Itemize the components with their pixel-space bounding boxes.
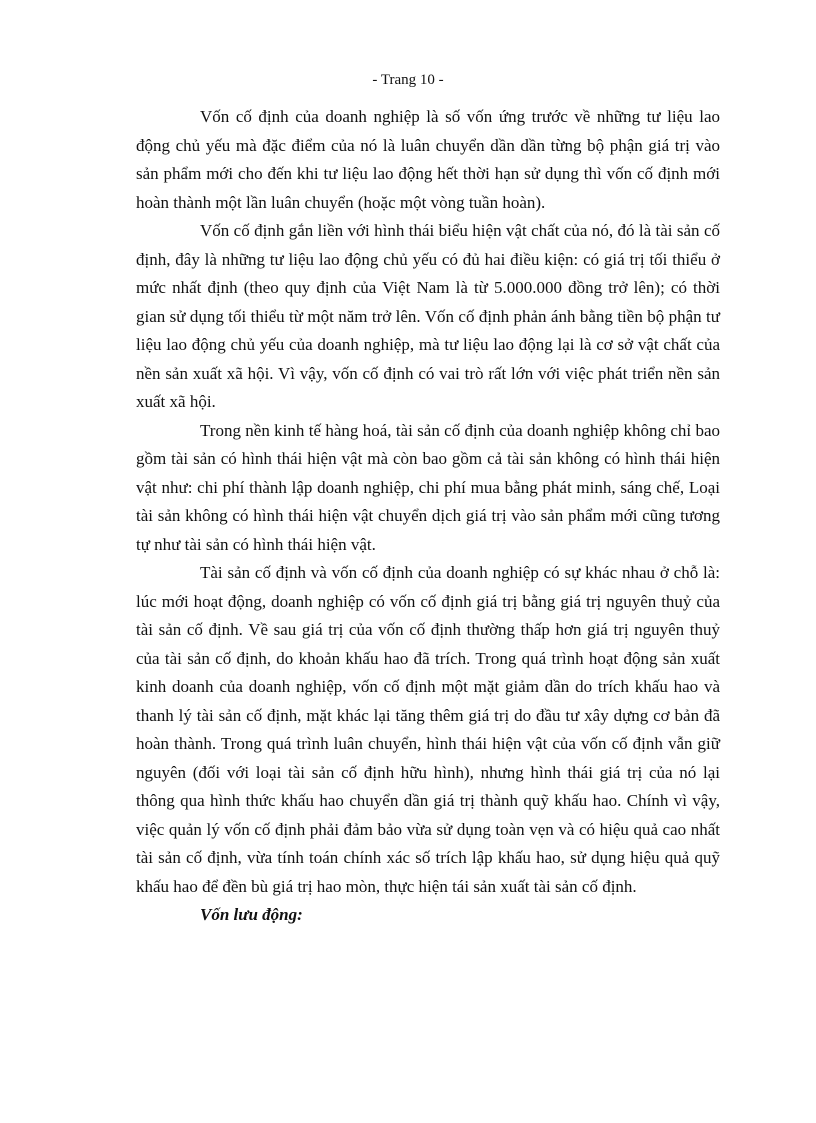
paragraph-assets-vs-capital: Tài sản cố định và vốn cố định của doanh nghiệp có sự khác nhau ở chỗ là: lúc mới hoạt động, doanh nghiệp có vốn cố định giá trị bằng giá trị nguyên thuỷ của tài sản cố định. Về sau giá trị của vốn cố định thường thấp hơn giá trị nguyên thuỷ của tài sản cố định, do khoản khấu hao đã trích. Trong quá trình hoạt động sản xuất kinh doanh của doanh nghiệp, vốn cố định một mặt giảm dần do trích khấu hao và thanh lý tài sản cố định, mặt khác lại tăng thêm giá trị do đầu tư xây dựng cơ bản đã hoàn thành. Trong quá trình luân chuyển, hình thái hiện vật của vốn cố định vẫn giữ nguyên (đối với loại tài sản cố định hữu hình), nhưng hình thái giá trị của nó lại thông qua hình thức khấu hao chuyển dần giá trị thành quỹ khấu hao. Chính vì vậy, việc quản lý vốn cố định phải đảm bảo vừa sử dụng toàn vẹn và có hiệu quả cao nhất tài sản cố định, vừa tính toán chính xác số trích lập khấu hao, sử dụng hiệu quả quỹ khấu hao để đền bù giá trị hao mòn, thực hiện tái sản xuất tài sản cố định. [136,563,720,896]
paragraph-fixed-assets-conditions: Vốn cố định gắn liền với hình thái biểu hiện vật chất của nó, đó là tài sản cố định, đây là những tư liệu lao động chủ yếu có đủ hai điều kiện: có giá trị tối thiểu ở mức nhất định (theo quy định của Việt Nam là từ 5.000.000 đồng trở lên); có thời gian sử dụng tối thiểu từ một năm trở lên. Vốn cố định phản ánh bằng tiền bộ phận tư liệu lao động chủ yếu của doanh nghiệp, mà tư liệu lao động lại là cơ sở vật chất của nền sản xuất xã hội. Vì vậy, vốn cố định có vai trò rất lớn với việc phát triển nền sản xuất xã hội. [136,221,720,411]
paragraph-fixed-capital-definition: Vốn cố định của doanh nghiệp là số vốn ứng trước về những tư liệu lao động chủ yếu mà đặc điểm của nó là luân chuyển dần dần từng bộ phận giá trị vào sản phẩm mới cho đến khi tư liệu lao động hết thời hạn sử dụng thì vốn cố định mới hoàn thành một lần luân chuyển (hoặc một vòng tuần hoàn). [136,107,720,212]
paragraph-intangible-assets: Trong nền kinh tế hàng hoá, tài sản cố định của doanh nghiệp không chỉ bao gồm tài sản có hình thái hiện vật mà còn bao gồm cả tài sản không có hình thái hiện vật như: chi phí thành lập doanh nghiệp, chi phí mua bằng phát minh, sáng chế, Loại tài sản không có hình thái hiện vật chuyển dịch giá trị vào sản phẩm mới cũng tương tự như tài sản có hình thái hiện vật. [136,420,720,554]
section-heading-working-capital: Vốn lưu động: [200,905,303,924]
body-text [136,103,720,930]
page-number: - Trang 10 - [372,72,444,88]
